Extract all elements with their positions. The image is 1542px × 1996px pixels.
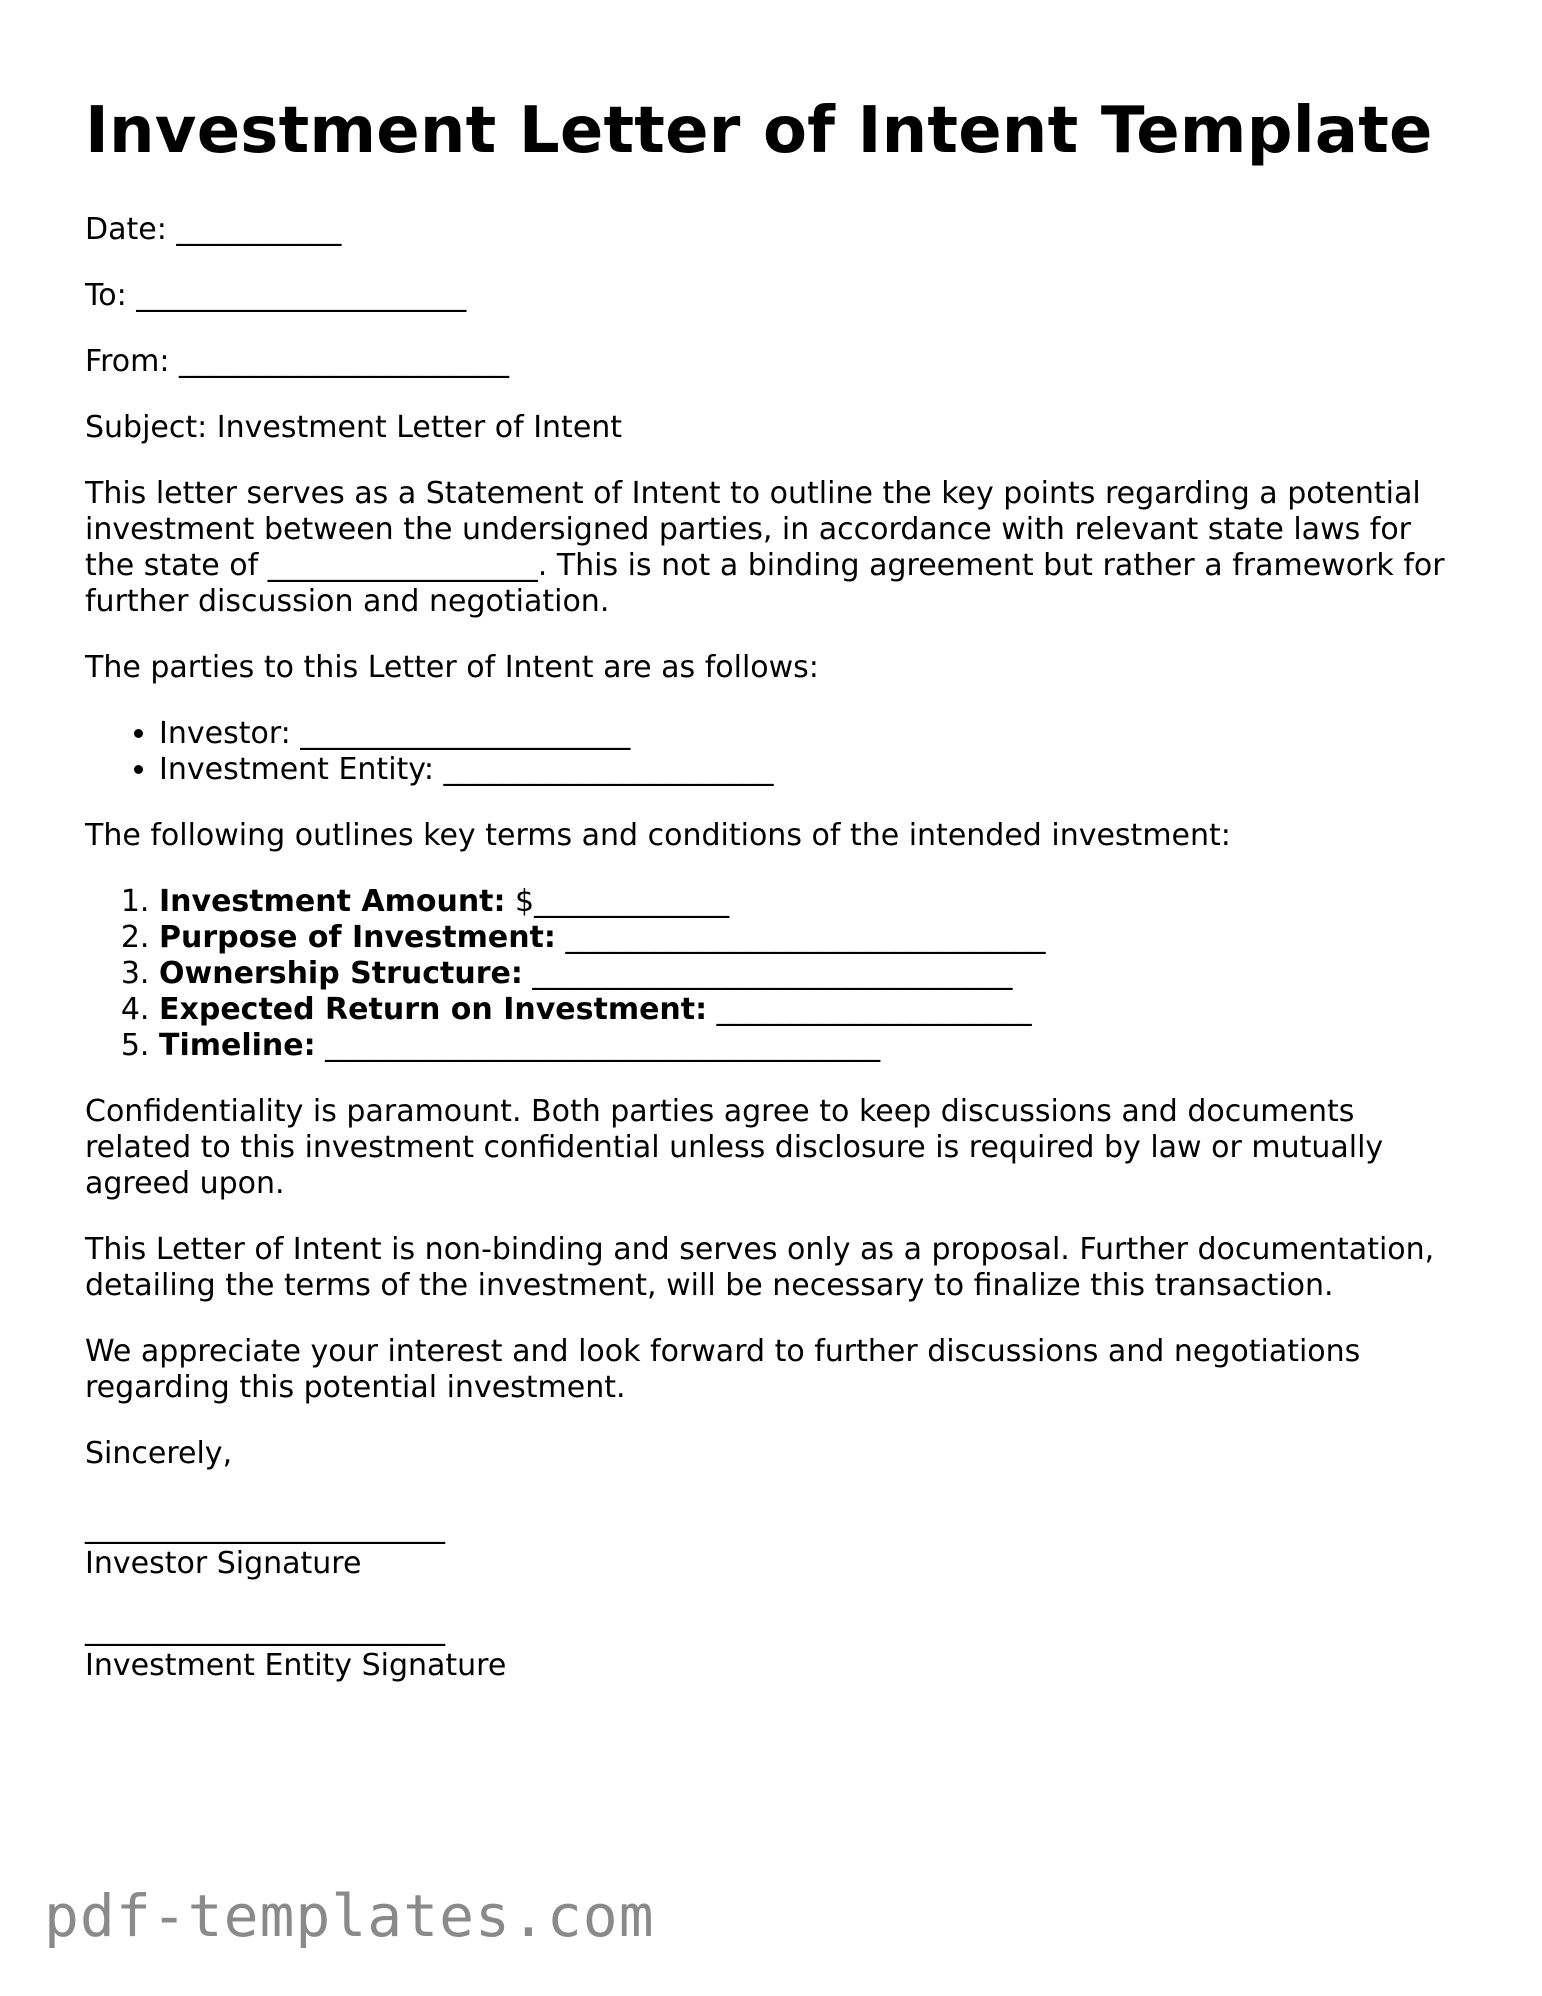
term-timeline bbox=[159, 1028, 1465, 1064]
subject-line: Subject: Investment Letter of Intent bbox=[85, 409, 623, 445]
investment-entity-signature-block bbox=[85, 1612, 1465, 1684]
signature-line: ________________________ bbox=[85, 1611, 445, 1647]
to-field: To: ______________________ bbox=[85, 277, 467, 313]
term-ownership-structure bbox=[159, 956, 1465, 992]
terms-heading: The following outlines key terms and conditions of the intended investment: bbox=[85, 817, 1231, 853]
from-field: From: ______________________ bbox=[85, 343, 509, 379]
term-value: _____________________ bbox=[707, 991, 1032, 1027]
term-label: Timeline: bbox=[159, 1027, 316, 1063]
term-value: _____________________________________ bbox=[315, 1027, 881, 1063]
signature-label: Investor Signature bbox=[85, 1545, 362, 1581]
appreciation-paragraph: We appreciate your interest and look forward to further discussions and negotiations regarding this potential investment. bbox=[85, 1333, 1361, 1405]
term-purpose bbox=[159, 920, 1465, 956]
parties-list bbox=[85, 716, 1465, 788]
term-value: ________________________________ bbox=[555, 919, 1046, 955]
term-label: Expected Return on Investment: bbox=[159, 991, 708, 1027]
term-label: Investment Amount: bbox=[159, 883, 506, 919]
parties-heading: The parties to this Letter of Intent are as follows: bbox=[85, 649, 819, 685]
document-page bbox=[85, 95, 1465, 1714]
terms-list bbox=[85, 884, 1465, 1064]
document-title: Investment Letter of Intent Template bbox=[85, 94, 1433, 168]
investor-signature-block bbox=[85, 1510, 1465, 1582]
signature-line: ________________________ bbox=[85, 1509, 445, 1545]
term-expected-return bbox=[159, 992, 1465, 1028]
term-label: Ownership Structure: bbox=[159, 955, 523, 991]
signature-label: Investment Entity Signature bbox=[85, 1647, 507, 1683]
closing-salutation: Sincerely, bbox=[85, 1435, 233, 1471]
term-investment-amount bbox=[159, 884, 1465, 920]
watermark: pdf-templates.com bbox=[44, 1882, 655, 1950]
term-label: Purpose of Investment: bbox=[159, 919, 556, 955]
party-investor: • Investor: ______________________ bbox=[159, 716, 1465, 752]
party-investment-entity: • Investment Entity: ______________________ bbox=[159, 752, 1465, 788]
term-value: $_____________ bbox=[505, 883, 730, 919]
confidentiality-paragraph: Confidentiality is paramount. Both parties agree to keep discussions and documents related to this investment confidential unless disclosure is required by law or mutually agreed upon. bbox=[85, 1093, 1384, 1201]
term-value: ________________________________ bbox=[522, 955, 1013, 991]
nonbinding-paragraph: This Letter of Intent is non-binding and serves only as a proposal. Further documentation, detailing the terms of the investment, will be necessary to finalize this transaction. bbox=[85, 1231, 1435, 1303]
intro-paragraph: This letter serves as a Statement of Intent to outline the key points regarding a potential investment between the undersigned parties, in accordance with relevant state laws for the state of __________________. This is not a binding agreement but rather a framework for further discussion and negotiation. bbox=[85, 475, 1445, 619]
date-field: Date: ___________ bbox=[85, 211, 342, 247]
